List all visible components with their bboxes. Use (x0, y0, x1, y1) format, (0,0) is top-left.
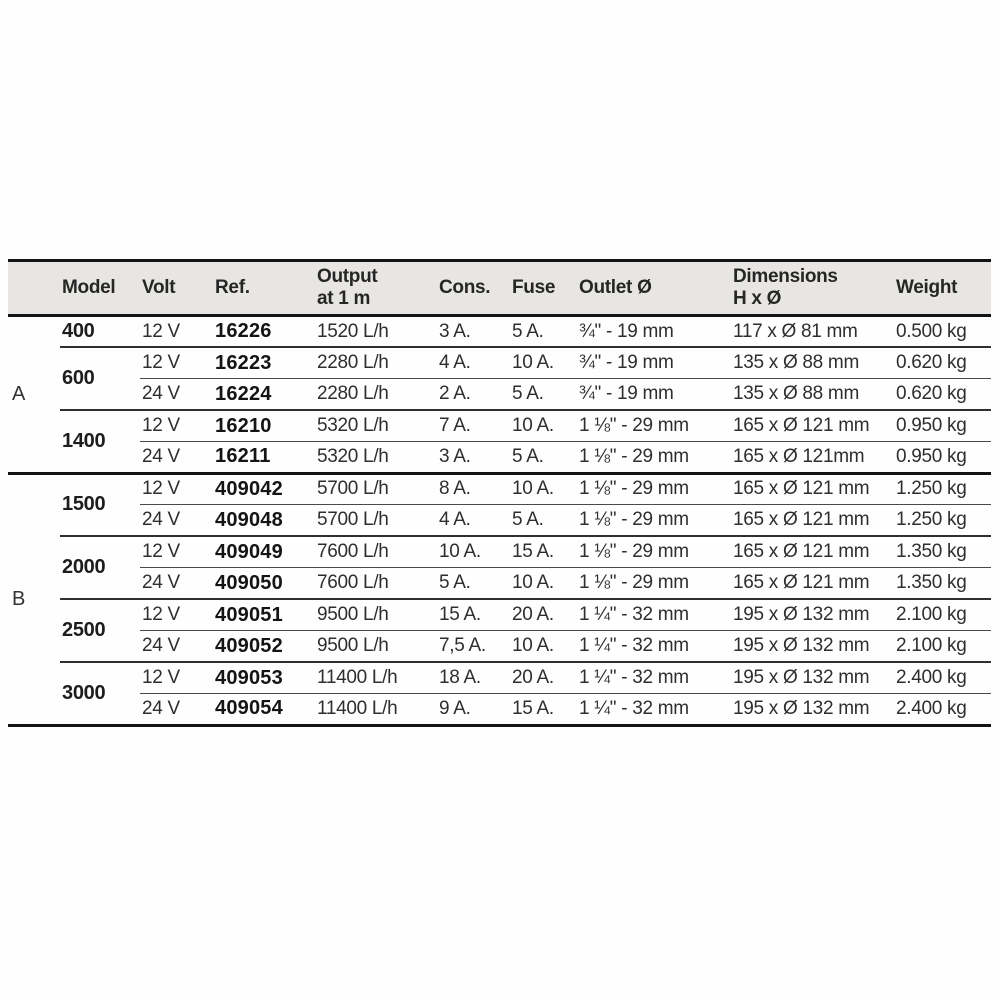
table-row (8, 536, 991, 568)
column-header-cons (437, 261, 510, 316)
weight-value: 2.400 kg (894, 662, 991, 694)
volt-value: 24 V (140, 568, 213, 600)
volt-value: 24 V (140, 694, 213, 726)
ref-value: 16211 (213, 442, 315, 474)
column-header-volt (140, 261, 213, 316)
table-row (8, 442, 991, 474)
column-header-fuse (510, 261, 577, 316)
weight-value: 1.350 kg (894, 568, 991, 600)
cons-value: 18 A. (437, 662, 510, 694)
output-value: 5700 L/h (315, 505, 437, 537)
output-value: 11400 L/h (315, 694, 437, 726)
table-row (8, 599, 991, 631)
dimensions-value: 165 x Ø 121 mm (731, 536, 894, 568)
table-row (8, 410, 991, 442)
dimensions-value: 135 x Ø 88 mm (731, 347, 894, 379)
weight-value: 1.250 kg (894, 505, 991, 537)
table-row (8, 662, 991, 694)
outlet-value: 1 ⅛" - 29 mm (577, 473, 731, 505)
cons-value: 7,5 A. (437, 631, 510, 663)
cons-value: 9 A. (437, 694, 510, 726)
ref-value: 409048 (213, 505, 315, 537)
output-value: 7600 L/h (315, 536, 437, 568)
dimensions-value: 165 x Ø 121 mm (731, 473, 894, 505)
fuse-value: 10 A. (510, 631, 577, 663)
cons-value: 15 A. (437, 599, 510, 631)
column-header-label: Model (62, 277, 116, 298)
weight-value: 2.400 kg (894, 694, 991, 726)
fuse-value: 10 A. (510, 410, 577, 442)
outlet-value: 1 ¼" - 32 mm (577, 662, 731, 694)
table-header (8, 261, 991, 316)
column-header-label: Weight (896, 277, 958, 298)
ref-value: 16210 (213, 410, 315, 442)
ref-value: 409053 (213, 662, 315, 694)
column-header-label: Outlet Ø (579, 277, 652, 298)
model-value: 3000 (60, 662, 140, 725)
group-label: B (8, 473, 60, 725)
outlet-value: 1 ¼" - 32 mm (577, 599, 731, 631)
fuse-value: 10 A. (510, 568, 577, 600)
dimensions-value: 165 x Ø 121 mm (731, 410, 894, 442)
output-value: 2280 L/h (315, 379, 437, 411)
output-value: 11400 L/h (315, 662, 437, 694)
weight-value: 2.100 kg (894, 599, 991, 631)
ref-value: 409054 (213, 694, 315, 726)
outlet-value: 1 ⅛" - 29 mm (577, 410, 731, 442)
weight-value: 0.620 kg (894, 379, 991, 411)
table-row (8, 316, 991, 348)
dimensions-value: 135 x Ø 88 mm (731, 379, 894, 411)
volt-value: 24 V (140, 631, 213, 663)
outlet-value: 1 ⅛" - 29 mm (577, 568, 731, 600)
dimensions-value: 195 x Ø 132 mm (731, 631, 894, 663)
dimensions-value: 195 x Ø 132 mm (731, 694, 894, 726)
outlet-value: 1 ¼" - 32 mm (577, 694, 731, 726)
outlet-value: 1 ¼" - 32 mm (577, 631, 731, 663)
outlet-value: ¾" - 19 mm (577, 379, 731, 411)
fuse-value: 20 A. (510, 662, 577, 694)
cons-value: 7 A. (437, 410, 510, 442)
dimensions-value: 165 x Ø 121mm (731, 442, 894, 474)
column-header-sublabel: at 1 m (317, 288, 371, 309)
ref-value: 409050 (213, 568, 315, 600)
dimensions-value: 165 x Ø 121 mm (731, 568, 894, 600)
output-value: 9500 L/h (315, 599, 437, 631)
ref-value: 16223 (213, 347, 315, 379)
volt-value: 12 V (140, 599, 213, 631)
fuse-value: 15 A. (510, 536, 577, 568)
column-header-label: Dimensions (733, 266, 838, 287)
outlet-value: 1 ⅛" - 29 mm (577, 536, 731, 568)
column-header-label: Output (317, 266, 378, 287)
weight-value: 1.250 kg (894, 473, 991, 505)
output-value: 2280 L/h (315, 347, 437, 379)
volt-value: 24 V (140, 379, 213, 411)
dimensions-value: 195 x Ø 132 mm (731, 662, 894, 694)
weight-value: 2.100 kg (894, 631, 991, 663)
dimensions-value: 195 x Ø 132 mm (731, 599, 894, 631)
cons-value: 4 A. (437, 505, 510, 537)
fuse-value: 10 A. (510, 347, 577, 379)
column-header-label: Volt (142, 277, 176, 298)
model-value: 1400 (60, 410, 140, 473)
pump-spec-table (8, 259, 991, 727)
fuse-value: 5 A. (510, 379, 577, 411)
ref-value: 409042 (213, 473, 315, 505)
model-value: 1500 (60, 473, 140, 536)
volt-value: 12 V (140, 662, 213, 694)
column-header-outlet (577, 261, 731, 316)
column-header-label: Fuse (512, 277, 556, 298)
table-row (8, 379, 991, 411)
table-row (8, 505, 991, 537)
cons-value: 3 A. (439, 320, 471, 342)
column-header-group (8, 261, 60, 316)
model-value: 400 (62, 320, 95, 342)
output-value: 1520 L/h (317, 320, 389, 342)
volt-value: 12 V (142, 320, 180, 342)
output-value: 5700 L/h (315, 473, 437, 505)
fuse-value: 10 A. (510, 473, 577, 505)
model-value: 600 (60, 347, 140, 410)
cons-value: 4 A. (437, 347, 510, 379)
weight-value: 0.500 kg (896, 320, 967, 342)
output-value: 7600 L/h (315, 568, 437, 600)
cons-value: 8 A. (437, 473, 510, 505)
ref-value: 409052 (213, 631, 315, 663)
weight-value: 1.350 kg (894, 536, 991, 568)
outlet-value: 1 ⅛" - 29 mm (577, 505, 731, 537)
pump-spec-table-container (8, 259, 991, 727)
volt-value: 12 V (140, 473, 213, 505)
column-header-model (60, 261, 140, 316)
table-row (8, 568, 991, 600)
cons-value: 5 A. (437, 568, 510, 600)
model-value: 2000 (60, 536, 140, 599)
ref-value: 16226 (215, 320, 272, 342)
column-header-weight (894, 261, 991, 316)
column-header-dimensions (731, 261, 894, 316)
table-row (8, 694, 991, 726)
output-value: 9500 L/h (315, 631, 437, 663)
table-row (8, 347, 991, 379)
ref-value: 16224 (213, 379, 315, 411)
output-value: 5320 L/h (315, 442, 437, 474)
cons-value: 3 A. (437, 442, 510, 474)
table-header-row (8, 261, 991, 316)
spec-table-body (8, 316, 991, 726)
fuse-value: 5 A. (510, 442, 577, 474)
output-value: 5320 L/h (315, 410, 437, 442)
table-row (8, 631, 991, 663)
volt-value: 12 V (140, 410, 213, 442)
cons-value: 10 A. (437, 536, 510, 568)
column-header-sublabel: H x Ø (733, 288, 782, 309)
ref-value: 409051 (213, 599, 315, 631)
fuse-value: 15 A. (510, 694, 577, 726)
dimensions-value: 165 x Ø 121 mm (731, 505, 894, 537)
volt-value: 12 V (140, 347, 213, 379)
weight-value: 0.950 kg (894, 410, 991, 442)
fuse-value: 5 A. (510, 505, 577, 537)
fuse-value: 5 A. (512, 320, 544, 342)
ref-value: 409049 (213, 536, 315, 568)
fuse-value: 20 A. (510, 599, 577, 631)
column-header-ref (213, 261, 315, 316)
table-row (8, 473, 991, 505)
volt-value: 12 V (140, 536, 213, 568)
column-header-label: Ref. (215, 277, 250, 298)
outlet-value: ¾" - 19 mm (577, 347, 731, 379)
outlet-value: ¾" - 19 mm (579, 320, 674, 342)
column-header-label: Cons. (439, 277, 491, 298)
weight-value: 0.620 kg (894, 347, 991, 379)
cons-value: 2 A. (437, 379, 510, 411)
group-label: A (12, 382, 26, 405)
volt-value: 24 V (140, 442, 213, 474)
model-value: 2500 (60, 599, 140, 662)
outlet-value: 1 ⅛" - 29 mm (577, 442, 731, 474)
column-header-output (315, 261, 437, 316)
dimensions-value: 117 x Ø 81 mm (733, 320, 858, 342)
volt-value: 24 V (140, 505, 213, 537)
weight-value: 0.950 kg (894, 442, 991, 474)
